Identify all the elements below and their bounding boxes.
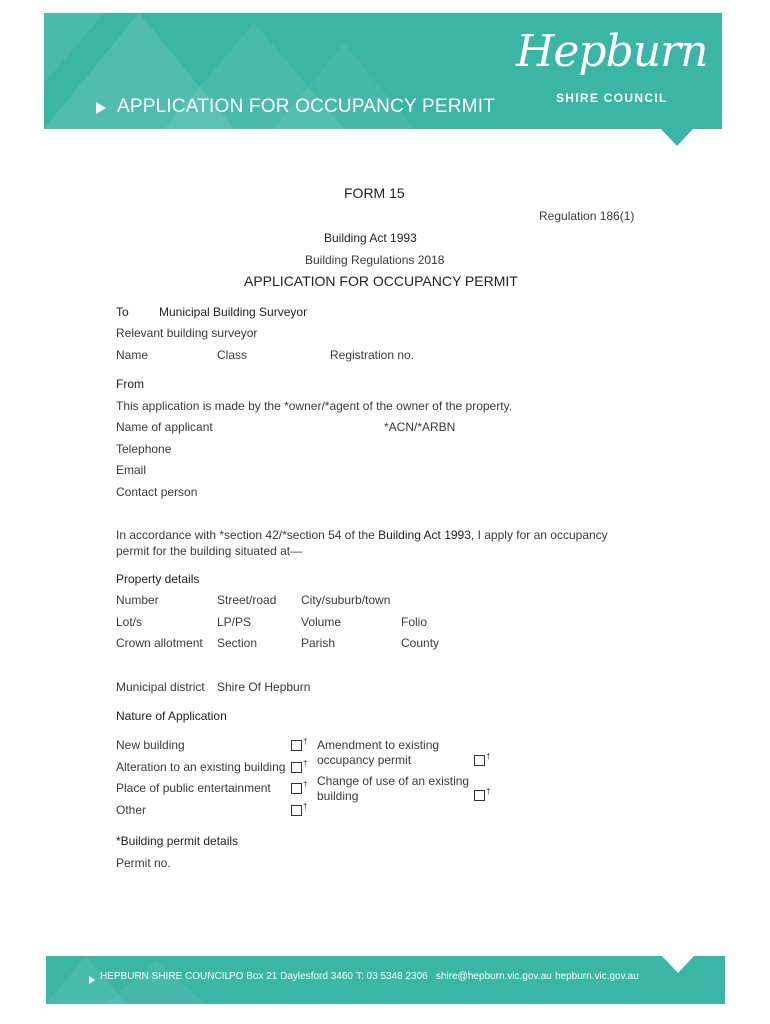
number-label: Number [116,593,159,607]
new-building-dagger: † [303,737,308,746]
amendment-checkbox[interactable] [474,755,485,766]
council-logo-subtitle: SHIRE COUNCIL [556,91,668,105]
arrow-right-icon [96,102,106,114]
street-label: Street/road [217,593,277,607]
city-label: City/suburb/town [301,593,391,607]
public-entertainment-checkbox[interactable] [291,783,302,794]
amendment-label-line-1: Amendment to existing [317,738,440,752]
accordance-suffix: , I apply for an occupancy [470,528,608,542]
contact-person-label: Contact person [116,485,198,499]
relevant-surveyor-label: Relevant building surveyor [116,326,258,340]
change-of-use-label-line-2: building [317,789,359,803]
lpps-label: LP/PS [217,615,252,629]
change-of-use-checkbox[interactable] [474,790,485,801]
footer-org: HEPBURN SHIRE COUNCIL [100,971,231,982]
footer-address: PO Box 21 Daylesford 3460 [229,971,353,982]
alteration-label: Alteration to an existing building [116,760,286,774]
accordance-line-2: permit for the building situated at— [116,544,303,558]
header-pointer [660,128,694,146]
form-number: FORM 15 [344,185,405,201]
alteration-checkbox[interactable] [291,762,302,773]
other-dagger: † [303,802,308,811]
arrow-right-icon [89,976,95,984]
county-label: County [401,636,440,650]
new-building-checkbox[interactable] [291,740,302,751]
municipal-district-label: Municipal district [116,680,205,694]
permit-heading: *Building permit details [116,834,239,848]
to-label: To [116,305,129,319]
amendment-dagger: † [486,752,491,761]
form-title: APPLICATION FOR OCCUPANCY PERMIT [244,273,518,289]
crown-allotment-label: Crown allotment [116,636,203,650]
accordance-act: Building Act 1993 [378,528,471,542]
email-label: Email [116,463,147,477]
to-value: Municipal Building Surveyor [159,305,308,319]
other-checkbox[interactable] [291,805,302,816]
from-heading: From [116,377,144,391]
volume-label: Volume [301,615,342,629]
surveyor-name-label: Name [116,348,149,362]
footer-phone: T: 03 5348 2306 [356,971,428,982]
folio-label: Folio [401,615,428,629]
permit-number-label: Permit no. [116,856,171,870]
municipal-district-value: Shire Of Hepburn [217,680,311,694]
lots-label: Lot/s [116,615,143,629]
footer-notch [662,956,694,973]
other-label: Other [116,803,147,817]
nature-heading: Nature of Application [116,709,227,723]
accordance-statement [116,528,608,542]
footer-email[interactable]: shire@hepburn.vic.gov.au [436,971,552,982]
amendment-label-line-2: occupancy permit [317,753,412,767]
footer-website[interactable]: hepburn.vic.gov.au [555,971,639,982]
act-title: Building Act 1993 [324,231,417,245]
regulation-ref: Regulation 186(1) [539,209,635,223]
public-entertainment-label: Place of public entertainment [116,781,271,795]
new-building-label: New building [116,738,185,752]
change-of-use-dagger: † [486,787,491,796]
acn-label: *ACN/*ARBN [384,420,456,434]
regulations-title: Building Regulations 2018 [305,253,445,267]
parish-label: Parish [301,636,336,650]
council-logo: Hepburn [516,26,708,77]
telephone-label: Telephone [116,442,172,456]
applicant-name-label: Name of applicant [116,420,213,434]
header-title: APPLICATION FOR OCCUPANCY PERMIT [117,96,496,117]
surveyor-class-label: Class [217,348,248,362]
registration-label: Registration no. [330,348,415,362]
alteration-dagger: † [303,759,308,768]
section-label: Section [217,636,258,650]
change-of-use-label-line-1: Change of use of an existing [317,774,470,788]
property-heading: Property details [116,572,200,586]
from-statement: This application is made by the *owner/*agent of the owner of the property. [116,399,513,413]
public-entertainment-dagger: † [303,780,308,789]
accordance-prefix: In accordance with *section 42/*section 54 of the [116,528,379,542]
